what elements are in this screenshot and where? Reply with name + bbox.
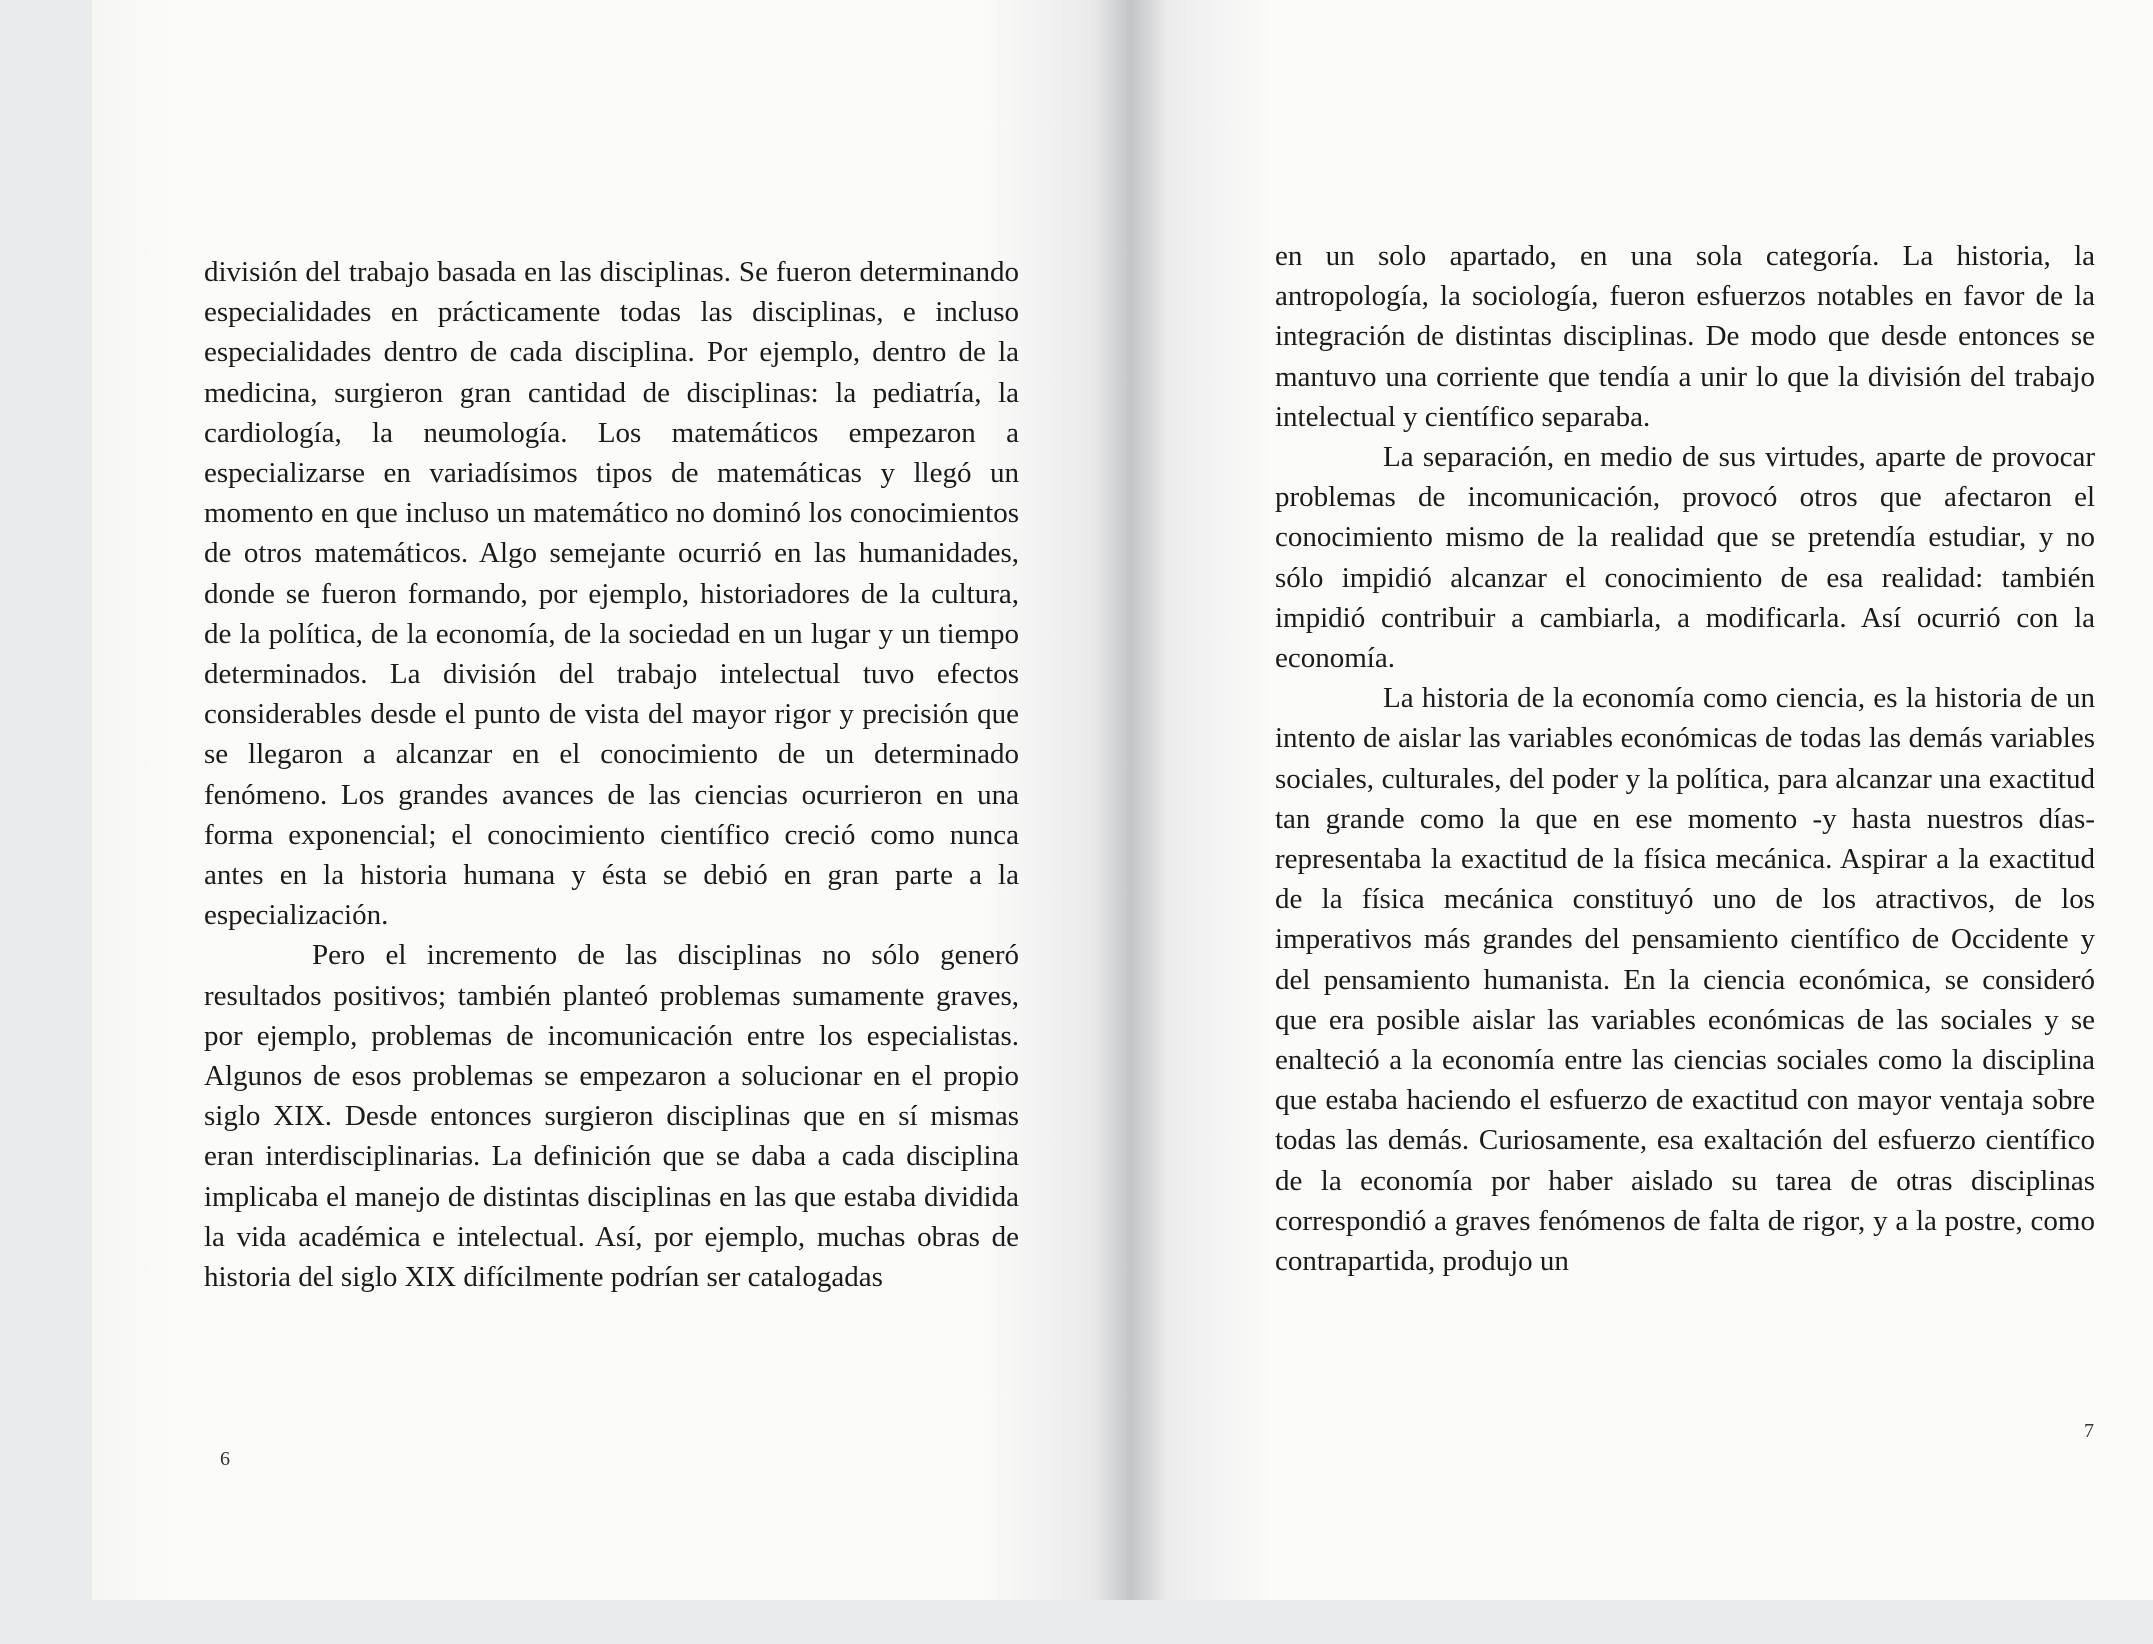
page-number: 7 bbox=[2084, 1420, 2094, 1442]
left-page-body bbox=[204, 252, 1019, 1297]
paragraph: Pero el incremento de las disciplinas no sólo generó resultados positivos; también planteó problemas sumamente graves, por ejemplo, problemas de incomunicación entre los especialistas. Algunos de esos problemas se empezaron a solucionar en el propio siglo XIX. Desde entonces surgieron disciplinas que en sí mismas eran interdisciplinarias. La definición que se daba a cada disciplina implicaba el manejo de distintas disciplinas en las que estaba dividida la vida académica e intelectual. Así, por ejemplo, muchas obras de historia del siglo XIX difícilmente podrían ser catalogadas bbox=[204, 939, 1019, 1294]
paragraph: en un solo apartado, en una sola categoría. La historia, la antropología, la sociología, fueron esfuerzos notables en favor de la integración de distintas disciplinas. De modo que desde entonces se mantuvo una corriente que tendía a unir lo que la división del trabajo intelectual y científico separaba. bbox=[1275, 240, 2095, 433]
paragraph: división del trabajo basada en las disciplinas. Se fueron determinando especialidades en prácticamente todas las disciplinas, e incluso especialidades dentro de cada disciplina. Por ejemplo, dentro de la medicina, surgieron gran cantidad de disciplinas: la pediatría, la cardiología, la neumología. Los matemáticos empezaron a especializarse en variadísimos tipos de matemáticas y llegó un momento en que incluso un matemático no dominó los conocimientos de otros matemáticos. Algo semejante ocurrió en las humanidades, donde se fueron formando, por ejemplo, historiadores de la cultura, de la política, de la economía, de la sociedad en un lugar y un tiempo determinados. La división del trabajo intelectual tuvo efectos considerables desde el punto de vista del mayor rigor y precisión que se llegaron a alcanzar en el conocimiento de un determinado fenómeno. Los grandes avances de las ciencias ocurrieron en una forma exponencial; el conocimiento científico creció como nunca antes en la historia humana y ésta se debió en gran parte a la especialización. bbox=[204, 256, 1019, 932]
right-page bbox=[1127, 0, 2153, 1600]
page-number: 6 bbox=[220, 1448, 230, 1470]
paragraph: La historia de la economía como ciencia, es la historia de un intento de aislar las variables económicas de todas las demás variables sociales, culturales, del poder y la política, para alcanzar una exactitud tan grande como la que en ese momento -y hasta nuestros días- representaba la exactitud de la física mecánica. Aspirar a la exactitud de la física mecánica constituyó uno de los atractivos, de los imperativos más grandes del pensamiento científico de Occidente y del pensamiento humanista. En la ciencia económica, se consideró que era posible aislar las variables económicas de las sociales y se enalteció a la economía entre las ciencias sociales como la disciplina que estaba haciendo el esfuerzo de exactitud con mayor ventaja sobre todas las demás. Curiosamente, esa exaltación del esfuerzo científico de la economía por haber aislado su tarea de otras disciplinas correspondió a graves fenómenos de falta de rigor, y a la postre, como contrapartida, produjo un bbox=[1275, 682, 2095, 1278]
paragraph: La separación, en medio de sus virtudes, aparte de provocar problemas de incomunicación, provocó otros que afectaron el conocimiento mismo de la realidad que se pretendía estudiar, y no sólo impidió alcanzar el conocimiento de esa realidad: también impidió contribuir a cambiarla, a modificarla. Así ocurrió con la economía. bbox=[1275, 441, 2095, 675]
left-page bbox=[92, 0, 1127, 1600]
right-page-body bbox=[1275, 236, 2095, 1281]
